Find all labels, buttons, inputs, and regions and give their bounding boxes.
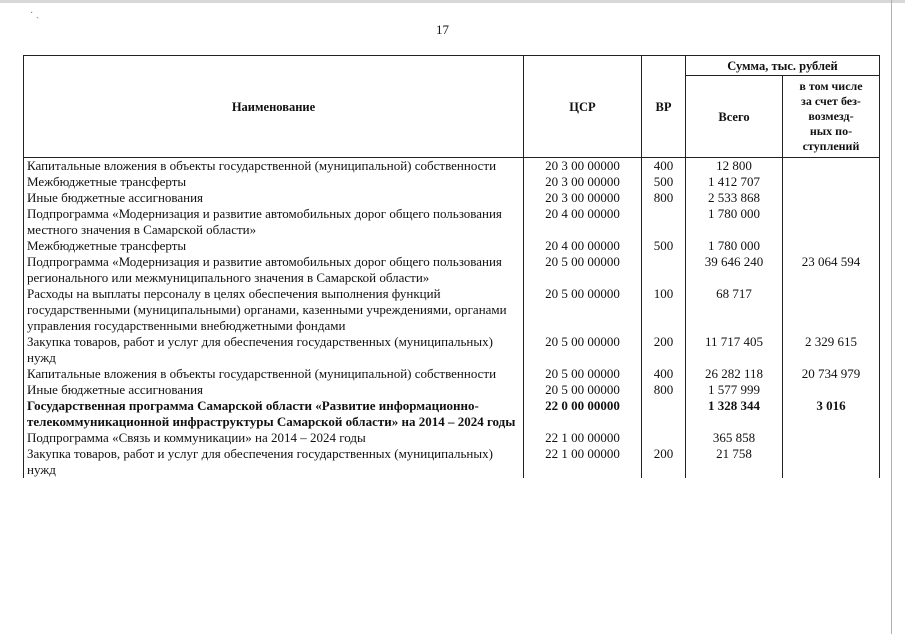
cell-free: 23 064 594 [783,254,880,286]
header-csr: ЦСР [524,56,642,158]
header-total: Всего [686,76,783,158]
page-number: 17 [436,22,449,37]
cell-vr: 500 [642,174,686,190]
cell-csr: 20 3 00 00000 [524,174,642,190]
cell-name: Капитальные вложения в объекты государственной (муниципальной) собственности [24,366,524,382]
cell-free [783,190,880,206]
scan-edge-right [891,0,892,634]
cell-total: 1 412 707 [686,174,783,190]
table-row [24,206,880,238]
cell-free [783,430,880,446]
table-row [24,254,880,286]
cell-free: 3 016 [783,398,880,430]
header-free-line1: в том числе [799,79,863,93]
cell-free [783,158,880,175]
cell-total: 1 577 999 [686,382,783,398]
cell-vr [642,254,686,286]
cell-vr [642,398,686,430]
table-row [24,430,880,446]
cell-csr: 20 5 00 00000 [524,382,642,398]
cell-name: Подпрограмма «Связь и коммуникации» на 2014 – 2024 годы [24,430,524,446]
header-sum-group: Сумма, тыс. рублей [686,56,880,76]
cell-free: 2 329 615 [783,334,880,366]
table-row [24,446,880,478]
cell-vr: 500 [642,238,686,254]
cell-name: Межбюджетные трансферты [24,238,524,254]
scan-edge-top [0,0,905,3]
header-name: Наименование [24,56,524,158]
cell-total: 21 758 [686,446,783,478]
cell-vr: 800 [642,382,686,398]
cell-vr: 400 [642,158,686,175]
cell-free [783,286,880,334]
cell-vr [642,430,686,446]
cell-vr: 400 [642,366,686,382]
cell-name: Подпрограмма «Модернизация и развитие автомобильных дорог общего пользования регионального или межмуниципального значения в Самарской области» [24,254,524,286]
table-row [24,366,880,382]
scan-specks: · ˏ [30,8,40,19]
cell-csr: 20 5 00 00000 [524,366,642,382]
header-free [783,76,880,158]
cell-csr: 20 5 00 00000 [524,286,642,334]
cell-total: 1 328 344 [686,398,783,430]
cell-name: Капитальные вложения в объекты государственной (муниципальной) собственности [24,158,524,175]
cell-total: 365 858 [686,430,783,446]
table-row [24,398,880,430]
cell-csr: 20 3 00 00000 [524,158,642,175]
header-free-line2: за счет без- [801,94,861,108]
cell-csr: 20 5 00 00000 [524,334,642,366]
cell-free [783,382,880,398]
cell-csr: 22 1 00 00000 [524,430,642,446]
cell-vr: 800 [642,190,686,206]
cell-csr: 20 4 00 00000 [524,206,642,238]
cell-csr: 20 5 00 00000 [524,254,642,286]
table-row [24,190,880,206]
cell-csr: 20 3 00 00000 [524,190,642,206]
cell-free [783,174,880,190]
cell-vr [642,206,686,238]
cell-total: 11 717 405 [686,334,783,366]
cell-csr: 22 0 00 00000 [524,398,642,430]
cell-total: 2 533 868 [686,190,783,206]
header-free-line5: ступлений [802,139,860,153]
table-row [24,334,880,366]
cell-free [783,238,880,254]
cell-free: 20 734 979 [783,366,880,382]
cell-name: Закупка товаров, работ и услуг для обеспечения государственных (муниципальных) нужд [24,446,524,478]
cell-name: Межбюджетные трансферты [24,174,524,190]
cell-total: 12 800 [686,158,783,175]
header-vr: ВР [642,56,686,158]
cell-vr: 200 [642,446,686,478]
cell-total: 1 780 000 [686,238,783,254]
cell-total: 39 646 240 [686,254,783,286]
cell-name: Государственная программа Самарской области «Развитие информационно-телекоммуникационной инфраструктуры Самарской области» на 2014 – 2024 годы [24,398,524,430]
header-free-line4: ных по- [809,124,853,138]
cell-csr: 20 4 00 00000 [524,238,642,254]
budget-table [23,55,880,478]
cell-total: 68 717 [686,286,783,334]
cell-name: Иные бюджетные ассигнования [24,190,524,206]
cell-total: 1 780 000 [686,206,783,238]
budget-table-container [23,55,879,478]
cell-name: Иные бюджетные ассигнования [24,382,524,398]
table-row [24,286,880,334]
cell-total: 26 282 118 [686,366,783,382]
table-row [24,382,880,398]
table-row [24,238,880,254]
cell-name: Расходы на выплаты персоналу в целях обеспечения выполнения функций государственными (муниципальными) органами, казенными учреждениями, органами управления государственными внебюджетными фондами [24,286,524,334]
cell-vr: 100 [642,286,686,334]
header-free-line3: возмезд- [808,109,854,123]
cell-name: Закупка товаров, работ и услуг для обеспечения государственных (муниципальных) нужд [24,334,524,366]
cell-free [783,446,880,478]
cell-csr: 22 1 00 00000 [524,446,642,478]
table-row [24,174,880,190]
table-row [24,158,880,175]
cell-free [783,206,880,238]
cell-vr: 200 [642,334,686,366]
cell-name: Подпрограмма «Модернизация и развитие автомобильных дорог общего пользования местного значения в Самарской области» [24,206,524,238]
table-body [24,158,880,479]
